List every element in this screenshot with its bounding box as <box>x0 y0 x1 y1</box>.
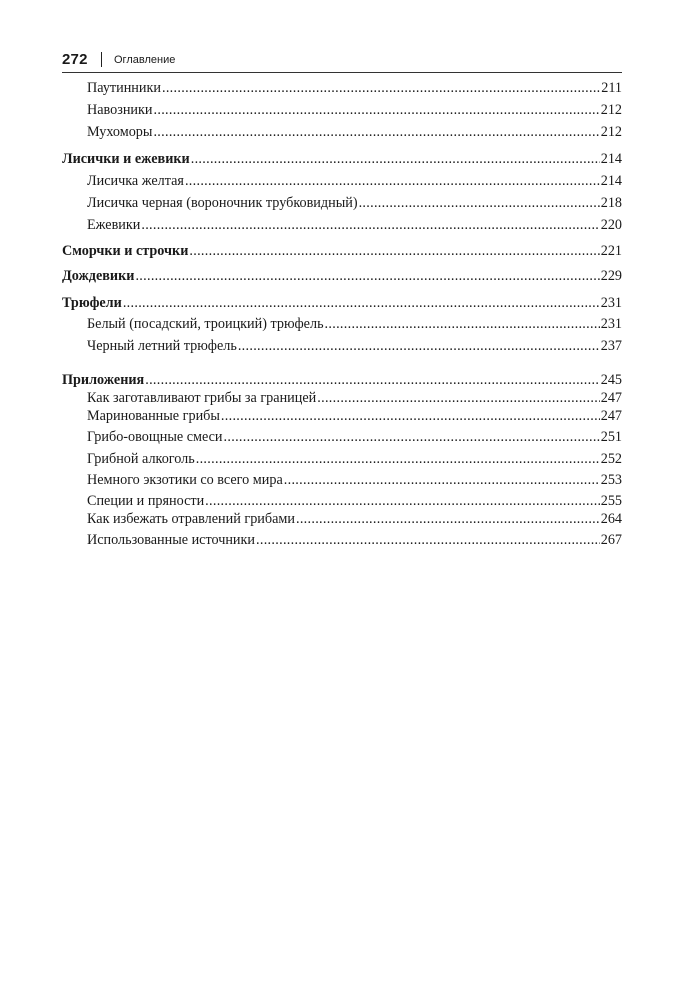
header-separator <box>101 52 102 67</box>
toc-entry <box>87 491 622 511</box>
dot-leader <box>189 241 599 261</box>
toc-section <box>62 370 622 390</box>
dot-leader <box>238 336 600 356</box>
toc-section <box>62 266 622 286</box>
dot-leader <box>317 388 599 408</box>
dot-leader <box>154 100 600 120</box>
toc-entry-title: Лисичка желтая <box>87 173 184 189</box>
running-title: Оглавление <box>114 54 176 66</box>
toc-entry <box>87 509 622 529</box>
toc-entry-page: 218 <box>600 195 622 211</box>
dot-leader <box>284 470 600 490</box>
dot-leader <box>185 171 600 191</box>
page-header <box>62 49 622 73</box>
toc-entry <box>87 406 622 426</box>
toc-entry-page: 237 <box>600 338 622 354</box>
dot-leader <box>135 266 599 286</box>
toc-entry-title: Маринованные грибы <box>87 408 220 424</box>
toc-entry-title: Грибо-овощные смеси <box>87 429 223 445</box>
toc-entry-page: 220 <box>600 217 622 233</box>
toc-section <box>62 293 622 313</box>
page-number: 272 <box>62 51 88 68</box>
toc-section-page: 245 <box>600 372 622 388</box>
toc-entry <box>87 470 622 490</box>
toc-entry-title: Белый (посадский, троицкий) трюфель <box>87 316 324 332</box>
toc-entry-page: 212 <box>600 124 622 140</box>
dot-leader <box>325 314 600 334</box>
dot-leader <box>296 509 600 529</box>
toc-section-page: 229 <box>600 268 622 284</box>
toc-entry <box>87 388 622 408</box>
toc-entry-page: 267 <box>600 532 622 548</box>
toc-entry-title: Как избежать отравлений грибами <box>87 511 295 527</box>
header-rule <box>62 72 622 73</box>
toc-entry <box>87 530 622 550</box>
toc-section-title: Приложения <box>62 372 145 388</box>
toc-entry-page: 214 <box>600 173 622 189</box>
dot-leader <box>145 370 599 390</box>
toc-entry <box>87 314 622 334</box>
toc-entry-title: Паутинники <box>87 80 161 96</box>
toc-entry-title: Грибной алкоголь <box>87 451 195 467</box>
toc-section-page: 214 <box>600 151 622 167</box>
toc-section-title: Трюфели <box>62 295 122 311</box>
toc-entry-page: 247 <box>600 390 622 406</box>
dot-leader <box>359 193 600 213</box>
toc-entry-title: Как заготавливают грибы за границей <box>87 390 317 406</box>
dot-leader <box>196 449 600 469</box>
dot-leader <box>256 530 600 550</box>
dot-leader <box>153 122 599 142</box>
toc-entry-page: 231 <box>600 316 622 332</box>
toc-entry-page: 212 <box>600 102 622 118</box>
dot-leader <box>123 293 600 313</box>
toc-section-title: Лисички и ежевики <box>62 151 190 167</box>
toc-section <box>62 241 622 261</box>
toc-section-title: Сморчки и строчки <box>62 243 189 259</box>
toc-section-page: 221 <box>600 243 622 259</box>
toc-entry-title: Использованные источники <box>87 532 256 548</box>
dot-leader <box>191 149 600 169</box>
toc-entry-title: Навозники <box>87 102 153 118</box>
toc-entry-page: 264 <box>600 511 622 527</box>
toc-entry <box>87 336 622 356</box>
toc-entry-title: Черный летний трюфель <box>87 338 237 354</box>
toc-entry <box>87 100 622 120</box>
toc-entry-title: Мухоморы <box>87 124 153 140</box>
toc-section-title: Дождевики <box>62 268 135 284</box>
toc-entry-page: 251 <box>600 429 622 445</box>
dot-leader <box>141 215 599 235</box>
toc-section-page: 231 <box>600 295 622 311</box>
toc-section <box>62 149 622 169</box>
toc-entry <box>87 78 622 98</box>
toc-entry-title: Немного экзотики со всего мира <box>87 472 283 488</box>
toc-entry <box>87 427 622 447</box>
toc-entry <box>87 122 622 142</box>
toc-entry <box>87 215 622 235</box>
toc-entry-page: 247 <box>600 408 622 424</box>
toc-entry <box>87 193 622 213</box>
toc-entry-page: 253 <box>600 472 622 488</box>
dot-leader <box>205 491 600 511</box>
toc-entry-title: Лисичка черная (вороночник трубковидный) <box>87 195 358 211</box>
toc-entry-title: Специи и пряности <box>87 493 205 509</box>
toc-entry-title: Ежевики <box>87 217 141 233</box>
toc-entry <box>87 449 622 469</box>
dot-leader <box>224 427 600 447</box>
toc-entry-page: 252 <box>600 451 622 467</box>
toc-entry-page: 211 <box>601 80 622 96</box>
toc-entry-page: 255 <box>600 493 622 509</box>
dot-leader <box>221 406 600 426</box>
toc-entry <box>87 171 622 191</box>
dot-leader <box>162 78 600 98</box>
